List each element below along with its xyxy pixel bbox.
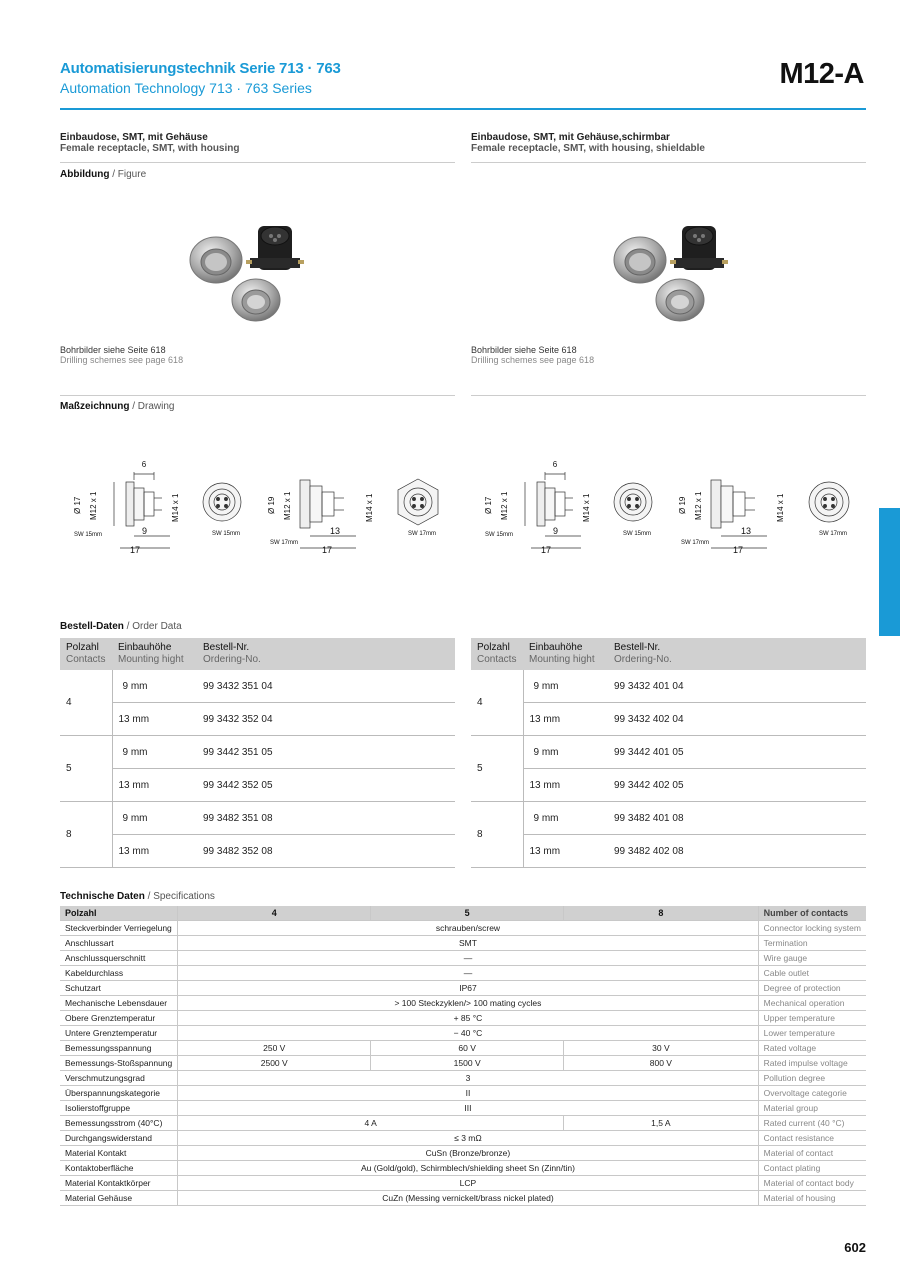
- spec-label-de: Untere Grenztemperatur: [60, 1026, 178, 1041]
- left-column-header: [60, 132, 240, 154]
- order-number-cell: 99 3442 351 05: [197, 736, 455, 769]
- spec-label-de: Bemessungsstrom (40°C): [60, 1116, 178, 1131]
- dim-17: 17: [130, 545, 141, 555]
- figure-section-title: [60, 169, 146, 180]
- spec-label-en: Lower temperature: [758, 1026, 866, 1041]
- spec-label-de: Isolierstoffgruppe: [60, 1101, 178, 1116]
- spec-label-de: Verschmutzungsgrad: [60, 1071, 178, 1086]
- table-row: [471, 769, 866, 802]
- spec-label-en: Contact plating: [758, 1161, 866, 1176]
- spec-label-en: Pollution degree: [758, 1071, 866, 1086]
- table-row: [471, 802, 866, 835]
- height-cell: 13 mm: [523, 703, 608, 736]
- spec-label-de: Durchgangswiderstand: [60, 1131, 178, 1146]
- table-row: [60, 736, 455, 769]
- sw-label: SW 17mm: [408, 531, 437, 537]
- spec-value: 1500 V: [371, 1056, 564, 1071]
- spec-row: [60, 1086, 866, 1101]
- spec-row: [60, 1146, 866, 1161]
- drawing-section-title: [60, 401, 174, 412]
- product-image-right: [610, 218, 750, 346]
- spec-value: 2500 V: [178, 1056, 371, 1071]
- header-divider: [60, 108, 866, 110]
- table-row: [60, 802, 455, 835]
- spec-header-5: 5: [371, 906, 564, 921]
- col-ordering-no: Bestell-Nr. Ordering-No.: [608, 638, 866, 670]
- table-row: [60, 703, 455, 736]
- table-row: [471, 835, 866, 868]
- spec-table: [60, 906, 866, 1206]
- separator: /: [109, 169, 118, 180]
- spec-label-de: Überspannungskategorie: [60, 1086, 178, 1101]
- spec-label-en: Upper temperature: [758, 1011, 866, 1026]
- divider: [471, 395, 866, 396]
- order-label-de: Bestell-Daten: [60, 621, 124, 632]
- spec-label-de: Material Kontakt: [60, 1146, 178, 1161]
- spec-row: [60, 1026, 866, 1041]
- height-cell: 9 mm: [523, 736, 608, 769]
- sw-label: SW 17mm: [819, 531, 848, 537]
- spec-label-en: Termination: [758, 936, 866, 951]
- dim-9: 9: [553, 526, 559, 536]
- contacts-cell: 5: [471, 736, 523, 802]
- spec-header-8: 8: [564, 906, 759, 921]
- col-ordering-no: Bestell-Nr. Ordering-No.: [197, 638, 455, 670]
- spec-value: Au (Gold/gold), Schirmblech/shielding sheet Sn (Zinn/tin): [178, 1161, 758, 1176]
- spec-value: CuZn (Messing vernickelt/brass nickel plated): [178, 1191, 758, 1206]
- height-cell: 13 mm: [112, 835, 197, 868]
- sw-label: SW 15mm: [212, 531, 241, 537]
- dim-9: 9: [142, 526, 148, 536]
- col-mounting-height: Einbauhöhe Mounting hight: [112, 638, 197, 670]
- page-number: 602: [844, 1240, 866, 1255]
- spec-label-en: Material of contact: [758, 1146, 866, 1161]
- order-number-cell: 99 3432 352 04: [197, 703, 455, 736]
- spec-row: [60, 996, 866, 1011]
- sw-label: SW 17mm: [681, 540, 710, 546]
- spec-row: [60, 936, 866, 951]
- spec-row: [60, 966, 866, 981]
- spec-value: LCP: [178, 1176, 758, 1191]
- thread-label: M12 x 1: [89, 491, 98, 520]
- spec-label-de: Bemessungs-Stoßspannung: [60, 1056, 178, 1071]
- spec-header-row: [60, 906, 866, 921]
- drill-note-de: Bohrbilder siehe Seite 618: [60, 345, 166, 355]
- contacts-cell: 8: [471, 802, 523, 868]
- separator: /: [123, 621, 133, 632]
- spec-label-en: Material of contact body: [758, 1176, 866, 1191]
- table-row: [60, 670, 455, 703]
- spec-label-de: Material Kontaktkörper: [60, 1176, 178, 1191]
- table-row: [471, 736, 866, 769]
- dim-13: 13: [741, 526, 752, 536]
- spec-value: —: [178, 966, 758, 981]
- front-view-hex: [398, 479, 438, 525]
- spec-label-en: Material group: [758, 1101, 866, 1116]
- spec-header-label: Polzahl: [60, 906, 178, 921]
- spec-header-en: Number of contacts: [758, 906, 866, 921]
- figure-label-de: Abbildung: [60, 169, 110, 180]
- technical-drawing-right: [471, 452, 866, 562]
- spec-row: [60, 1161, 866, 1176]
- order-number-cell: 99 3432 351 04: [197, 670, 455, 703]
- spec-value: 1,5 A: [564, 1116, 759, 1131]
- contacts-cell: 4: [60, 670, 112, 736]
- spec-label-de: Kabeldurchlass: [60, 966, 178, 981]
- order-number-cell: 99 3482 401 08: [608, 802, 866, 835]
- spec-row: [60, 1101, 866, 1116]
- spec-label-en: Rated impulse voltage: [758, 1056, 866, 1071]
- order-number-cell: 99 3442 352 05: [197, 769, 455, 802]
- order-number-cell: 99 3482 402 08: [608, 835, 866, 868]
- spec-value: SMT: [178, 936, 758, 951]
- side-view-9mm: [114, 472, 170, 548]
- height-cell: 9 mm: [112, 802, 197, 835]
- header-title-en: Automation Technology 713 · 763 Series: [60, 80, 312, 96]
- spec-section-title: [60, 891, 215, 902]
- spec-value: CuSn (Bronze/bronze): [178, 1146, 758, 1161]
- right-drill-note: [471, 345, 594, 365]
- thread-label: M14 x 1: [582, 493, 591, 522]
- spec-label-en: Contact resistance: [758, 1131, 866, 1146]
- spec-value: schrauben/screw: [178, 921, 758, 936]
- separator: /: [144, 891, 154, 902]
- front-view-shielded: [809, 482, 849, 522]
- height-cell: 13 mm: [112, 769, 197, 802]
- spec-label-de: Kontaktoberfläche: [60, 1161, 178, 1176]
- order-section-title: [60, 621, 182, 632]
- sw-label: SW 15mm: [623, 531, 652, 537]
- spec-row: [60, 1116, 866, 1131]
- thread-label: M14 x 1: [171, 493, 180, 522]
- divider: [471, 162, 866, 163]
- spec-value: 60 V: [371, 1041, 564, 1056]
- contacts-cell: 5: [60, 736, 112, 802]
- drawing-label-de: Maßzeichnung: [60, 401, 130, 412]
- side-view-13mm: [300, 480, 356, 548]
- table-row: [60, 769, 455, 802]
- dim-13: 13: [330, 526, 341, 536]
- side-view-13mm: [711, 480, 767, 548]
- height-cell: 9 mm: [523, 670, 608, 703]
- drill-note-de: Bohrbilder siehe Seite 618: [471, 345, 577, 355]
- spec-row: [60, 921, 866, 936]
- height-cell: 13 mm: [523, 769, 608, 802]
- spec-value: − 40 °C: [178, 1026, 758, 1041]
- header-title-de: Automatisierungstechnik Serie 713 · 763: [60, 60, 341, 77]
- dim-17: 17: [541, 545, 552, 555]
- contacts-cell: 8: [60, 802, 112, 868]
- spec-label-de: Mechanische Lebensdauer: [60, 996, 178, 1011]
- spec-label-en: Wire gauge: [758, 951, 866, 966]
- spec-label-en: Cable outlet: [758, 966, 866, 981]
- thread-label: M14 x 1: [365, 493, 374, 522]
- spec-value: > 100 Steckzyklen/> 100 mating cycles: [178, 996, 758, 1011]
- front-view: [614, 483, 652, 521]
- col-polzahl: Polzahl Contacts: [471, 638, 523, 670]
- spec-value: 800 V: [564, 1056, 759, 1071]
- table-row: [471, 703, 866, 736]
- spec-row: [60, 1041, 866, 1056]
- height-cell: 13 mm: [112, 703, 197, 736]
- spec-header-4: 4: [178, 906, 371, 921]
- height-cell: 9 mm: [112, 736, 197, 769]
- figure-label-en: Figure: [117, 169, 147, 180]
- right-title-en: Female receptacle, SMT, with housing, shieldable: [471, 143, 705, 154]
- spec-row: [60, 1056, 866, 1071]
- spec-row: [60, 1176, 866, 1191]
- side-view-9mm: [525, 472, 581, 548]
- thread-label: M14 x 1: [776, 493, 785, 522]
- spec-value: IP67: [178, 981, 758, 996]
- dim-17: 17: [322, 545, 333, 555]
- order-number-cell: 99 3432 402 04: [608, 703, 866, 736]
- spec-label-en: Rated current (40 °C): [758, 1116, 866, 1131]
- right-title-de: Einbaudose, SMT, mit Gehäuse,schirmbar: [471, 132, 670, 143]
- order-label-en: Order Data: [132, 621, 182, 632]
- left-title-de: Einbaudose, SMT, mit Gehäuse: [60, 132, 208, 143]
- height-cell: 9 mm: [523, 802, 608, 835]
- drill-note-en: Drilling schemes see page 618: [471, 355, 595, 365]
- spec-value: ≤ 3 mΩ: [178, 1131, 758, 1146]
- technical-drawing-left: [60, 452, 455, 562]
- left-drill-note: [60, 345, 183, 365]
- table-row: [60, 835, 455, 868]
- thread-label: M12 x 1: [283, 491, 292, 520]
- spec-label-en: Degree of protection: [758, 981, 866, 996]
- spec-value: 30 V: [564, 1041, 759, 1056]
- order-number-cell: 99 3482 352 08: [197, 835, 455, 868]
- order-number-cell: 99 3442 401 05: [608, 736, 866, 769]
- model-title: M12-A: [779, 58, 864, 90]
- height-cell: 9 mm: [112, 670, 197, 703]
- spec-value: III: [178, 1101, 758, 1116]
- spec-label-de: Steckverbinder Verriegelung: [60, 921, 178, 936]
- spec-label-en: Rated voltage: [758, 1041, 866, 1056]
- sw-label: SW 15mm: [485, 532, 514, 538]
- product-image-left: [186, 218, 326, 346]
- height-cell: 13 mm: [523, 835, 608, 868]
- sw-label: SW 17mm: [270, 540, 299, 546]
- thread-label: M12 x 1: [694, 491, 703, 520]
- spec-label-en: Specifications: [153, 891, 215, 902]
- spec-label-en: Mechanical operation: [758, 996, 866, 1011]
- side-tab-marker: [879, 508, 900, 636]
- front-view: [203, 483, 241, 521]
- divider: [60, 162, 455, 163]
- drill-note-en: Drilling schemes see page 618: [60, 355, 184, 365]
- left-title-en: Female receptacle, SMT, with housing: [60, 143, 240, 154]
- spec-value: —: [178, 951, 758, 966]
- dim-6: 6: [552, 460, 558, 469]
- spec-value: 4 A: [178, 1116, 564, 1131]
- spec-label-de: Bemessungsspannung: [60, 1041, 178, 1056]
- sw-label: SW 15mm: [74, 532, 103, 538]
- order-number-cell: 99 3442 402 05: [608, 769, 866, 802]
- thread-label: M12 x 1: [500, 491, 509, 520]
- drawing-label-en: Drawing: [137, 401, 175, 412]
- order-table-left: [60, 638, 455, 868]
- contacts-cell: 4: [471, 670, 523, 736]
- spec-value: 250 V: [178, 1041, 371, 1056]
- dia-label: Ø 17: [73, 496, 82, 514]
- spec-label-de: Technische Daten: [60, 891, 145, 902]
- dim-6: 6: [141, 460, 147, 469]
- col-polzahl: Polzahl Contacts: [60, 638, 112, 670]
- dim-17: 17: [733, 545, 744, 555]
- spec-label-en: Connector locking system: [758, 921, 866, 936]
- order-number-cell: 99 3482 351 08: [197, 802, 455, 835]
- spec-label-en: Overvoltage categorie: [758, 1086, 866, 1101]
- spec-row: [60, 1131, 866, 1146]
- dia-label: Ø 17: [484, 496, 493, 514]
- right-column-header: [471, 132, 705, 154]
- col-mounting-height: Einbauhöhe Mounting hight: [523, 638, 608, 670]
- spec-label-de: Anschlussquerschnitt: [60, 951, 178, 966]
- spec-value: II: [178, 1086, 758, 1101]
- spec-row: [60, 981, 866, 996]
- dia-label: Ø 19: [678, 496, 687, 514]
- spec-value: 3: [178, 1071, 758, 1086]
- spec-label-de: Obere Grenztemperatur: [60, 1011, 178, 1026]
- spec-row: [60, 1011, 866, 1026]
- spec-row: [60, 951, 866, 966]
- spec-row: [60, 1191, 866, 1206]
- separator: /: [129, 401, 138, 412]
- spec-value: + 85 °C: [178, 1011, 758, 1026]
- order-number-cell: 99 3432 401 04: [608, 670, 866, 703]
- spec-row: [60, 1071, 866, 1086]
- order-table-right: [471, 638, 866, 868]
- spec-label-de: Schutzart: [60, 981, 178, 996]
- spec-label-en: Material of housing: [758, 1191, 866, 1206]
- table-row: [471, 670, 866, 703]
- divider: [60, 395, 455, 396]
- dia-label: Ø 19: [267, 496, 276, 514]
- spec-label-de: Material Gehäuse: [60, 1191, 178, 1206]
- spec-label-de: Anschlussart: [60, 936, 178, 951]
